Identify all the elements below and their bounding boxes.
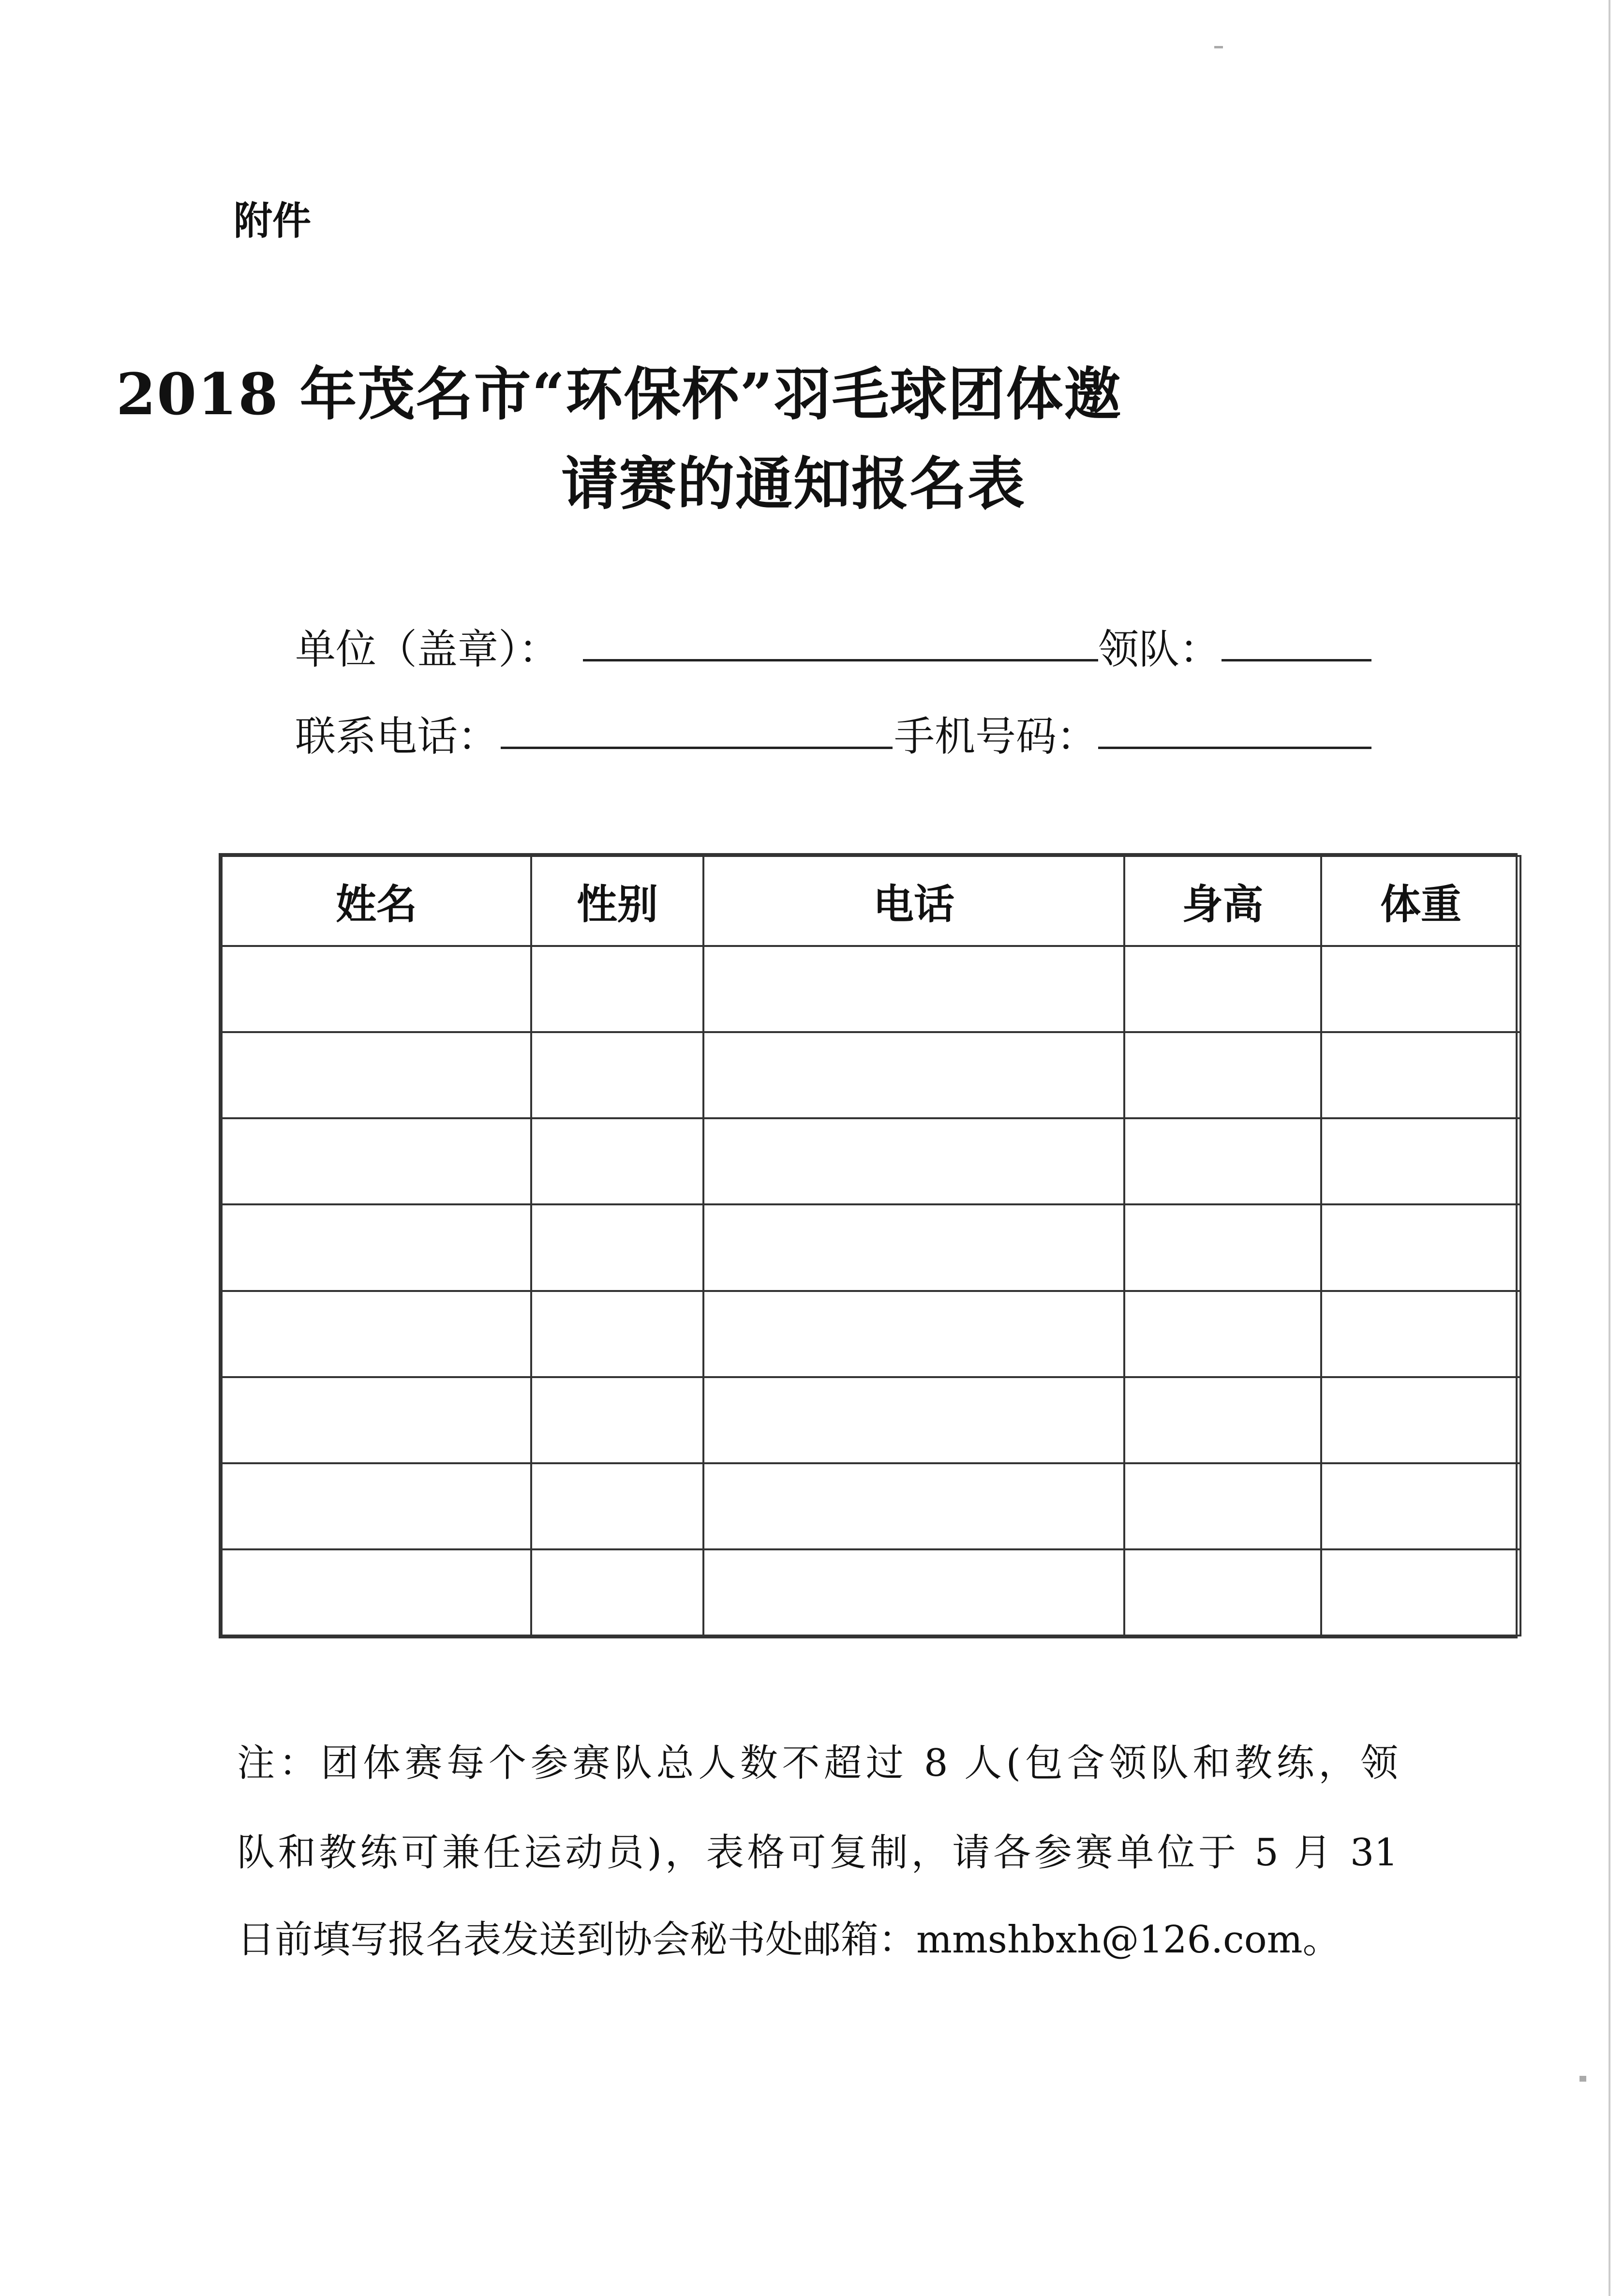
cell-height[interactable] xyxy=(1124,946,1321,1032)
cell-phone[interactable] xyxy=(703,1032,1124,1118)
scan-speck xyxy=(1579,2076,1586,2082)
table-row xyxy=(222,946,1520,1032)
form-title-line-1: 2018 年茂名市“环保杯”羽毛球团体邀 xyxy=(116,360,1122,428)
mobile-label: 手机号码： xyxy=(894,713,1098,760)
table-row xyxy=(222,1291,1520,1377)
cell-phone[interactable] xyxy=(703,1118,1124,1204)
cell-height[interactable] xyxy=(1124,1377,1321,1463)
cell-name[interactable] xyxy=(222,1377,531,1463)
header-name: 姓名 xyxy=(222,856,531,946)
cell-phone[interactable] xyxy=(703,1549,1124,1636)
table-row xyxy=(222,1377,1520,1463)
cell-gender[interactable] xyxy=(531,1377,703,1463)
cell-weight[interactable] xyxy=(1321,1377,1520,1463)
unit-fill-line[interactable] xyxy=(583,659,1098,661)
table-body xyxy=(222,946,1520,1636)
cell-height[interactable] xyxy=(1124,1549,1321,1636)
unit-label: 单位（盖章）： xyxy=(295,626,560,673)
cell-phone[interactable] xyxy=(703,1377,1124,1463)
leader-label: 领队： xyxy=(1098,626,1221,673)
cell-weight[interactable] xyxy=(1321,1032,1520,1118)
phone-fill-line[interactable] xyxy=(501,747,893,749)
cell-height[interactable] xyxy=(1124,1204,1321,1291)
cell-height[interactable] xyxy=(1124,1291,1321,1377)
cell-height[interactable] xyxy=(1124,1118,1321,1204)
cell-name[interactable] xyxy=(222,1463,531,1549)
header-phone: 电话 xyxy=(703,856,1124,946)
cell-gender[interactable] xyxy=(531,1032,703,1118)
cell-weight[interactable] xyxy=(1321,1204,1520,1291)
cell-gender[interactable] xyxy=(531,1291,703,1377)
phone-label: 联系电话： xyxy=(295,713,499,760)
cell-height[interactable] xyxy=(1124,1032,1321,1118)
cell-weight[interactable] xyxy=(1321,1118,1520,1204)
cell-name[interactable] xyxy=(222,1032,531,1118)
cell-gender[interactable] xyxy=(531,1463,703,1549)
table-row xyxy=(222,1549,1520,1636)
table-header-row xyxy=(222,856,1520,946)
registration-table xyxy=(219,853,1518,1638)
header-weight: 体重 xyxy=(1321,856,1520,946)
table-row xyxy=(222,1032,1520,1118)
attachment-label: 附件 xyxy=(234,198,311,243)
leader-fill-line[interactable] xyxy=(1222,659,1371,661)
cell-weight[interactable] xyxy=(1321,1291,1520,1377)
note-line-3: 日前填写报名表发送到协会秘书处邮箱：mmshbxh@126.com。 xyxy=(237,1918,1341,1962)
note-line-1: 注：团体赛每个参赛队总人数不超过 8 人(包含领队和教练，领 xyxy=(237,1741,1398,1785)
cell-phone[interactable] xyxy=(703,946,1124,1032)
scan-speck xyxy=(1214,46,1223,48)
cell-name[interactable] xyxy=(222,1204,531,1291)
header-height: 身高 xyxy=(1124,856,1321,946)
table-row xyxy=(222,1204,1520,1291)
cell-weight[interactable] xyxy=(1321,1463,1520,1549)
cell-weight[interactable] xyxy=(1321,1549,1520,1636)
scan-edge-line xyxy=(1609,0,1610,2296)
cell-name[interactable] xyxy=(222,946,531,1032)
cell-phone[interactable] xyxy=(703,1291,1124,1377)
cell-height[interactable] xyxy=(1124,1463,1321,1549)
cell-weight[interactable] xyxy=(1321,946,1520,1032)
cell-phone[interactable] xyxy=(703,1463,1124,1549)
cell-gender[interactable] xyxy=(531,1204,703,1291)
cell-phone[interactable] xyxy=(703,1204,1124,1291)
form-title-line-2: 请赛的通知报名表 xyxy=(561,450,1026,517)
cell-gender[interactable] xyxy=(531,946,703,1032)
header-gender: 性别 xyxy=(531,856,703,946)
cell-name[interactable] xyxy=(222,1291,531,1377)
cell-gender[interactable] xyxy=(531,1118,703,1204)
cell-name[interactable] xyxy=(222,1549,531,1636)
cell-gender[interactable] xyxy=(531,1549,703,1636)
note-line-2: 队和教练可兼任运动员)，表格可复制，请各参赛单位于 5 月 31 xyxy=(237,1831,1398,1875)
cell-name[interactable] xyxy=(222,1118,531,1204)
table-row xyxy=(222,1118,1520,1204)
mobile-fill-line[interactable] xyxy=(1098,747,1371,749)
table-row xyxy=(222,1463,1520,1549)
